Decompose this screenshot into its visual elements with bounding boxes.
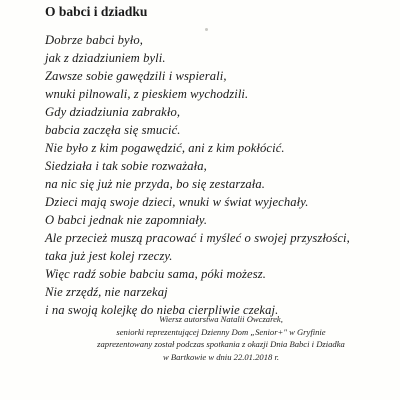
poem-body [45,31,350,319]
poem-line: i na swoją kolejkę do nieba cierpliwie czekaj. [45,303,279,317]
poem-line: O babci jednak nie zapomniały. [45,213,208,227]
poem-line: taka już jest kolej rzeczy. [45,249,173,263]
poem-line: Dobrze babci było, [45,33,143,47]
poem-line: Dzieci mają swoje dzieci, wnuki w świat wyjechały. [45,195,309,209]
poem-line: Ale przecież muszą pracować i myśleć o swojej przyszłości, [45,231,350,245]
poem-line: wnuki pilnowali, z pieskiem wychodzili. [45,87,249,101]
poem-line: babcia zaczęła się smucić. [45,123,181,137]
footer-line: zaprezentowany został podczas spotkania z okazji Dnia Babci i Dziadka [97,339,345,349]
footer-line: w Bartkowie w dniu 22.01.2018 r. [162,351,280,362]
poem-line: Nie było z kim pogawędzić, ani z kim pokłócić. [45,141,285,155]
poem-line: Zawsze sobie gawędzili i wspierali, [45,69,227,83]
poem-line: jak z dziadziuniem byli. [45,51,166,65]
footer-line: seniorki reprezentującej Dzienny Dom „Senior+" w Gryfinie [116,326,326,337]
poem-line: Nie zrzędź, nie narzekaj [45,285,168,299]
poem-attribution [0,313,400,363]
poem-line: Siedziała i tak sobie rozważała, [45,159,207,173]
poem-line: na nic się już nie przyda, bo się zestarzała. [45,177,265,191]
poem-title: O babci i dziadku [45,4,148,19]
footer-line: Wiersz autorstwa Natalii Owczarek, [159,314,283,324]
poem-line: Gdy dziadziunia zabrakło, [45,105,181,119]
poem-line: Więc radź sobie babciu sama, póki możesz. [45,267,266,281]
